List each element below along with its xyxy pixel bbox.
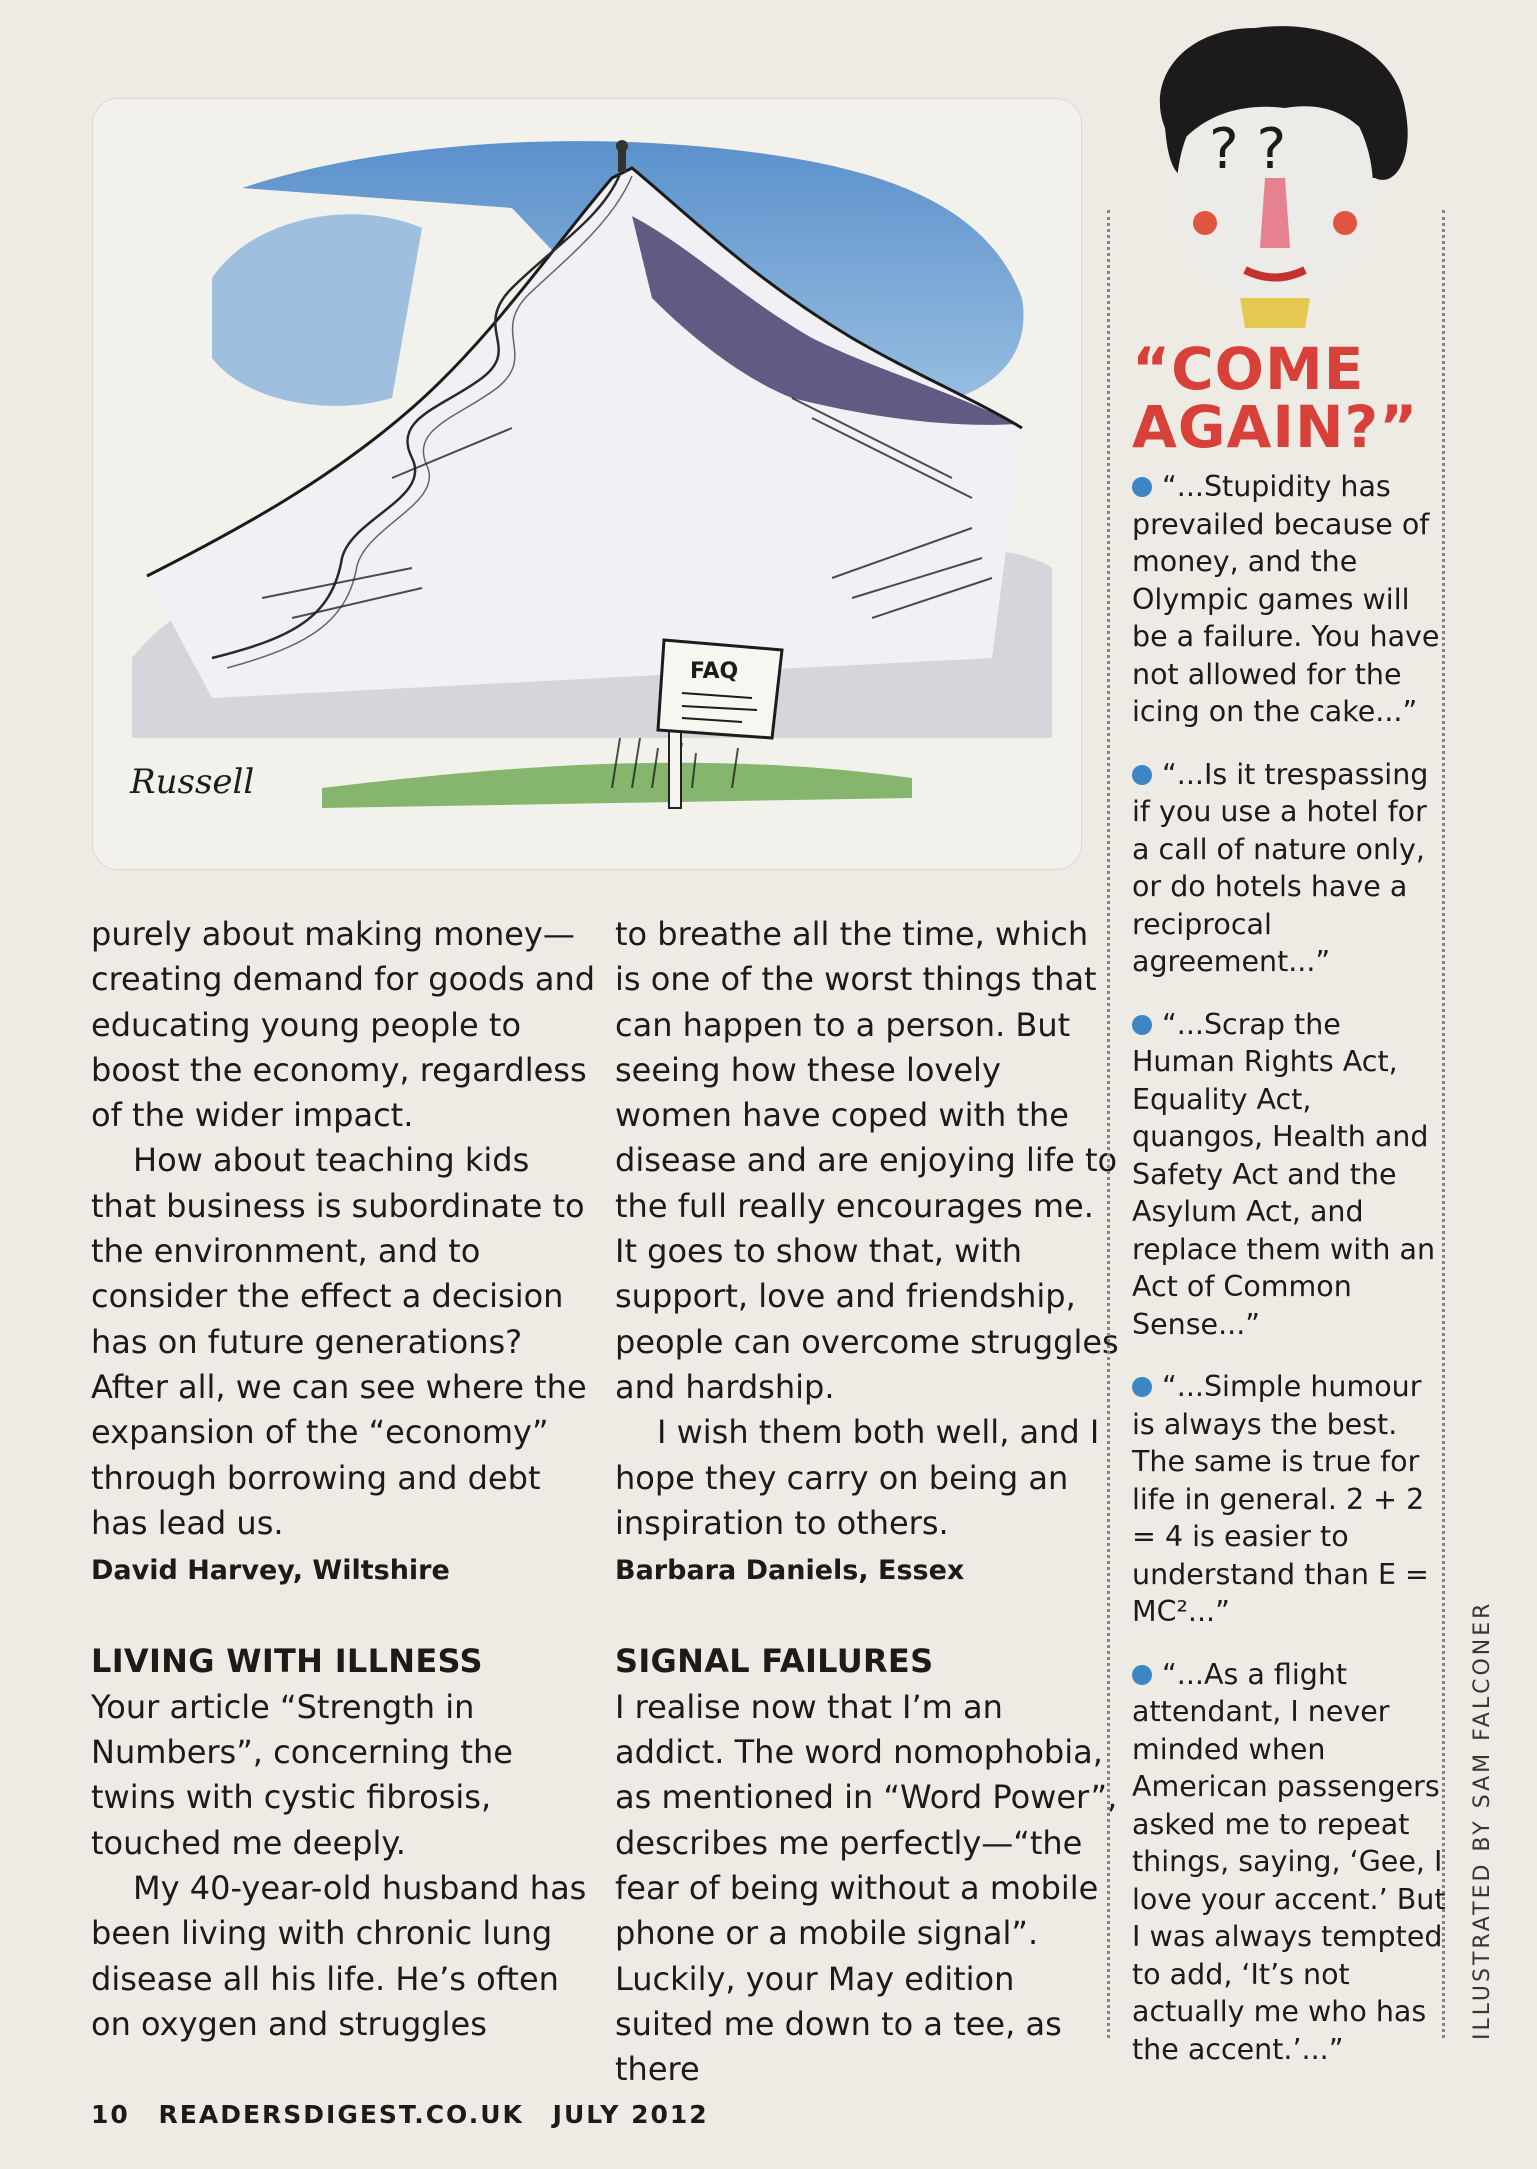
page-number: 10	[91, 2100, 130, 2129]
letter-paragraph: I wish them both well, and I hope they carry on being an inspiration to others.	[615, 1413, 1100, 1542]
bullet-dot-icon	[1132, 1015, 1152, 1035]
artist-signature: Russell	[130, 762, 255, 802]
letter-paragraph: I realise now that I’m an addict. The word nomophobia, as mentioned in “Word Power”, describes me perfectly—“the fear of being without a mobile phone or a mobile signal”. Luckily, your May edition suited me down to a tee, as there	[615, 1687, 1118, 2089]
sidebar-title: “COME AGAIN?”	[1132, 335, 1419, 461]
quote-item: “...Scrap the Human Rights Act, Equality Act, quangos, Health and Safety Act and the Asylum Act, and replace them with an Act of Common Sense...”	[1132, 1007, 1436, 1341]
mountain-illustration	[92, 98, 1082, 870]
bullet-dot-icon	[1132, 765, 1152, 785]
letters-left-column	[91, 912, 596, 2047]
letter-signature: Barbara Daniels, Essex	[615, 1555, 965, 1587]
letter-paragraph: My 40-year-old husband has been living with chronic lung disease all his life. He’s often on oxygen and struggles	[91, 1868, 587, 2043]
letter-paragraph: to breathe all the time, which is one of the worst things that can happen to a person. But seeing how these lovely women have coped with the disease and are enjoying life to the full really encourages me. It goes to show that, with support, love and friendship, people can overcome struggles and hardship.	[615, 915, 1119, 1406]
bullet-dot-icon	[1132, 1377, 1152, 1397]
puzzled-face-illustration	[1125, 18, 1425, 328]
quote-item: “...Stupidity has prevailed because of money, and the Olympic games will be a failure. You have not allowed for the icing on the cake...”	[1132, 470, 1440, 728]
sidebar-dotted-rule	[1107, 210, 1110, 2038]
letter-paragraph: Your article “Strength in Numbers”, concerning the twins with cystic fibrosis, touched me deeply.	[91, 1687, 513, 1862]
quote-item: “...As a flight attendant, I never minded when American passengers asked me to repeat things, saying, ‘Gee, I love your accent.’ But I was always tempted to add, ‘It’s not actually me who has the accent.’...”	[1132, 1657, 1446, 2066]
letter-paragraph: How about teaching kids that business is subordinate to the environment, and to consider the effect a decision has on future generations? After all, we can see where the expansion of the “economy” through borrowing and debt has lead us.	[91, 1141, 587, 1542]
illustration-credit: ILLUSTRATED BY SAM FALCONER	[1470, 1600, 1495, 2040]
site-name: READERSDIGEST.CO.UK	[158, 2100, 524, 2129]
page-footer	[91, 2100, 727, 2129]
sign-text: FAQ	[690, 659, 739, 684]
letter-signature: David Harvey, Wiltshire	[91, 1555, 450, 1587]
question-marks: ? ?	[1209, 117, 1287, 182]
letter-paragraph: purely about making money—creating demand for goods and educating young people to boost the economy, regardless of the wider impact.	[91, 915, 596, 1135]
letters-right-column	[615, 912, 1120, 2092]
issue-date: JULY 2012	[552, 2100, 709, 2129]
bullet-dot-icon	[1132, 1665, 1152, 1685]
letter-heading: LIVING WITH ILLNESS	[91, 1642, 483, 1681]
bullet-dot-icon	[1132, 477, 1152, 497]
quote-item: “...Simple humour is always the best. The same is true for life in general. 2 + 2 = 4 is easier to understand than E = MC²...”	[1132, 1370, 1429, 1628]
mountain-cartoon	[92, 98, 1082, 870]
sidebar-quotes	[1132, 468, 1450, 2093]
letter-heading: SIGNAL FAILURES	[615, 1642, 934, 1681]
quote-item: “...Is it trespassing if you use a hotel for a call of nature only, or do hotels have a reciprocal agreement...”	[1132, 757, 1429, 978]
